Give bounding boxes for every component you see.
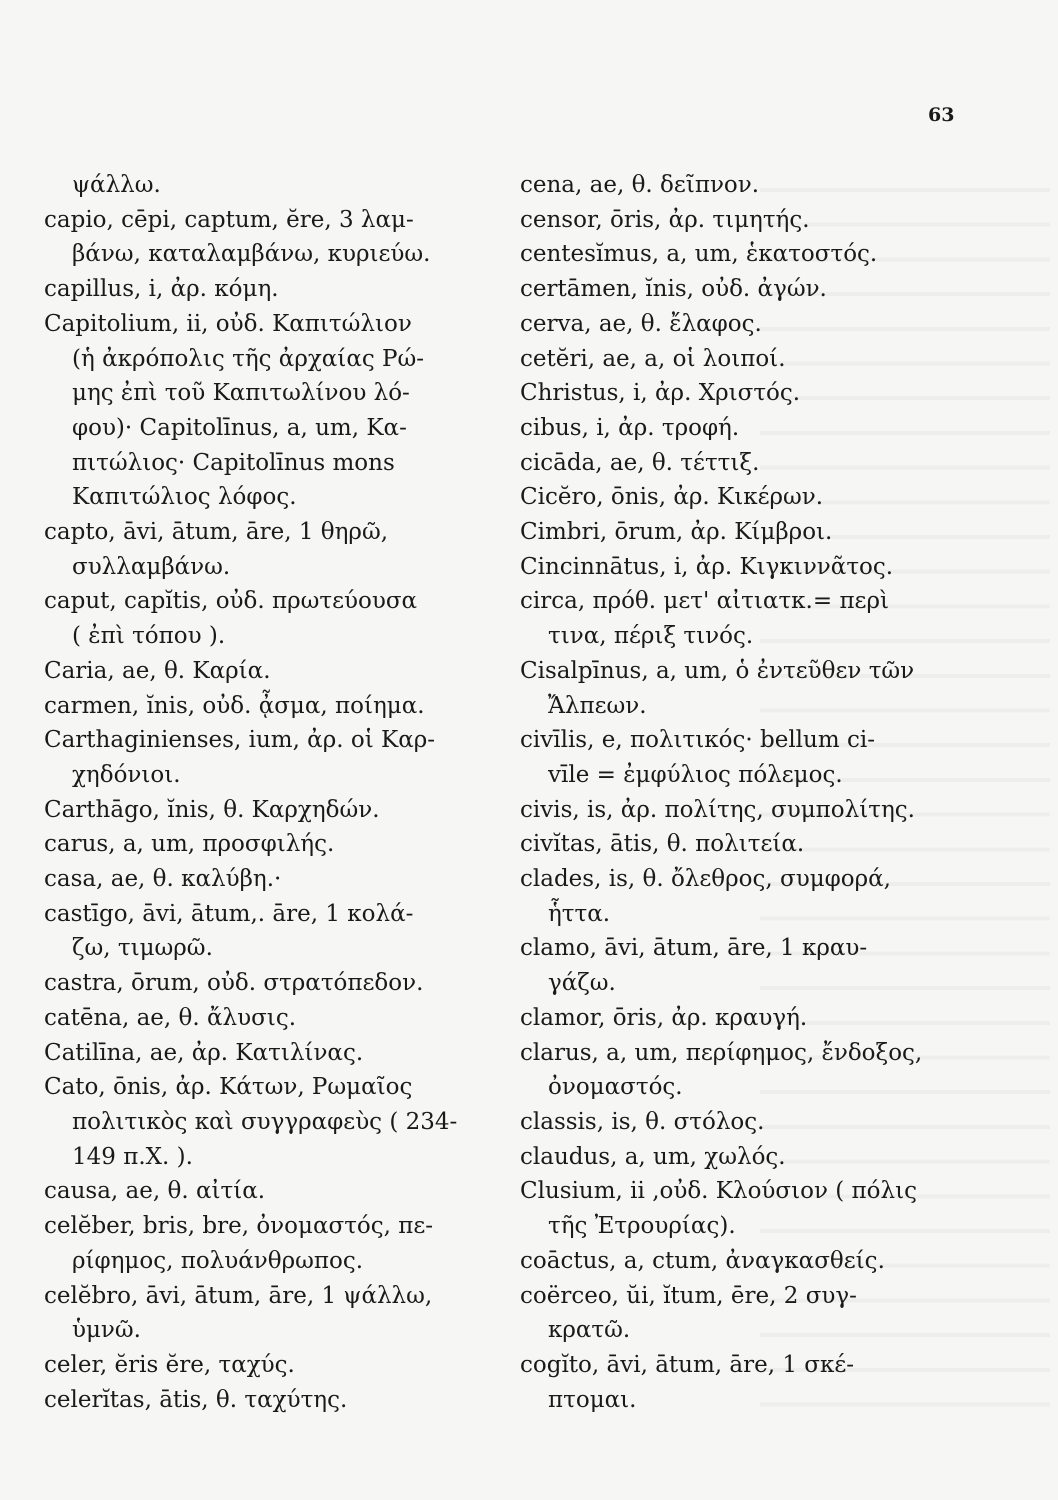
dictionary-line: capto, āvi, ātum, āre, 1 θηρῶ, (44, 519, 389, 546)
dictionary-line: Clusium, ii ,οὐδ. Κλούσιον ( πόλις (520, 1178, 917, 1205)
dictionary-line: civĭtas, ātis, θ. πολιτεία. (520, 831, 805, 858)
dictionary-line: χηδόνιοι. (72, 761, 181, 788)
dictionary-line: centesĭmus, a, um, ἑκατοστός. (520, 241, 878, 268)
dictionary-line: caput, capĭtis, οὐδ. πρωτεύουσα (44, 588, 418, 615)
left-column (44, 168, 514, 1417)
dictionary-line: 149 π.Χ. ). (72, 1143, 193, 1170)
dictionary-line: castra, ōrum, οὐδ. στρατόπεδον. (44, 970, 424, 997)
dictionary-line: ὀνομαστός. (548, 1074, 683, 1101)
dictionary-line: clamo, āvi, ātum, āre, 1 κραυ- (520, 935, 868, 962)
dictionary-line: civis, is, ἀρ. πολίτης, συμπολίτης. (520, 796, 915, 823)
dictionary-line: συλλαμβάνω. (72, 553, 231, 580)
dictionary-line: Cimbri, ōrum, ἀρ. Κίμβροι. (520, 519, 833, 546)
dictionary-line: clamor, ōris, ἀρ. κραυγή. (520, 1004, 808, 1031)
dictionary-line: βάνω, καταλαμβάνω, κυριεύω. (72, 241, 431, 268)
dictionary-line: carmen, ĭnis, οὐδ. ᾆσμα, ποίημα. (44, 692, 425, 719)
dictionary-line: ἧττα. (548, 900, 611, 927)
dictionary-line: Cisalpīnus, a, um, ὁ ἐντεῦθεν τῶν (520, 657, 915, 684)
dictionary-line: certāmen, ĭnis, οὐδ. ἀγών. (520, 276, 827, 303)
dictionary-line: casa, ae, θ. καλύβη.· (44, 866, 282, 893)
dictionary-line: capillus, i, ἀρ. κόμη. (44, 276, 279, 303)
dictionary-line: censor, ōris, ἀρ. τιμητής. (520, 206, 810, 233)
dictionary-line: claudus, a, um, χωλός. (520, 1143, 786, 1170)
dictionary-line: clades, is, θ. ὄλεθρος, συμφορά, (520, 866, 891, 893)
dictionary-line: ὑμνῶ. (72, 1317, 141, 1344)
dictionary-line: Carthaginienses, ium, ἀρ. οἱ Καρ- (44, 727, 436, 754)
dictionary-line: Caria, ae, θ. Καρία. (44, 657, 271, 684)
dictionary-line: carus, a, um, προσφιλής. (44, 831, 335, 858)
dictionary-line: coāctus, a, ctum, ἀναγκασθείς. (520, 1247, 885, 1274)
dictionary-line: γάζω. (548, 970, 616, 997)
dictionary-line: μης ἐπὶ τοῦ Καπιτωλίνου λό- (72, 380, 410, 407)
right-column (520, 168, 960, 1417)
dictionary-line: cena, ae, θ. δεῖπνον. (520, 172, 760, 198)
dictionary-line: celĕbro, āvi, ātum, āre, 1 ψάλλω, (44, 1282, 433, 1309)
dictionary-line: coërceo, ŭi, ĭtum, ēre, 2 συγ- (520, 1282, 857, 1309)
dictionary-line: cicāda, ae, θ. τέττιξ. (520, 449, 760, 476)
dictionary-line: ζω, τιμωρῶ. (72, 935, 213, 962)
dictionary-line: (ἡ ἀκρόπολις τῆς ἀρχαίας Ρώ- (72, 345, 425, 372)
dictionary-line: cerva, ae, θ. ἔλαφος. (520, 310, 762, 337)
dictionary-line: Cicĕro, ōnis, ἀρ. Κικέρων. (520, 484, 824, 511)
dictionary-line: Catilīna, ae, ἀρ. Κατιλίνας. (44, 1039, 364, 1066)
dictionary-line: civīlis, e, πολιτικός· bellum ci- (520, 727, 875, 754)
dictionary-line: celer, ĕris ĕre, ταχύς. (44, 1351, 295, 1378)
dictionary-line: κρατῶ. (548, 1317, 631, 1344)
dictionary-line: catēna, ae, θ. ἄλυσις. (44, 1004, 297, 1031)
dictionary-line: ψάλλω. (72, 172, 161, 198)
dictionary-line: τῆς Ἐτρουρίας). (548, 1213, 736, 1240)
dictionary-line: circa, πρόθ. μετ' αἰτιατκ.= περὶ (520, 588, 890, 615)
dictionary-line: Καπιτώλιος λόφος. (72, 484, 297, 511)
dictionary-line: Cato, ōnis, ἀρ. Κάτων, Ρωμαῖος (44, 1074, 413, 1101)
dictionary-line: ( ἐπὶ τόπου ). (72, 623, 226, 650)
dictionary-line: πτομαι. (548, 1386, 637, 1413)
dictionary-line: Cincinnātus, i, ἀρ. Κιγκιννᾶτος. (520, 553, 894, 580)
dictionary-line: celĕber, bris, bre, ὀνομαστός, πε- (44, 1213, 434, 1240)
dictionary-line: cetĕri, ae, a, οἱ λοιποί. (520, 345, 786, 372)
dictionary-line: castīgo, āvi, ātum,. āre, 1 κολά- (44, 900, 414, 927)
dictionary-line: capio, cēpi, captum, ĕre, 3 λαμ- (44, 206, 414, 233)
dictionary-line: Carthāgo, ĭnis, θ. Καρχηδών. (44, 796, 380, 823)
dictionary-line: πολιτικὸς καὶ συγγραφεὺς ( 234- (72, 1108, 458, 1135)
dictionary-line: τινα, πέριξ τινός. (548, 623, 754, 650)
dictionary-line: Capitolium, ii, οὐδ. Καπιτώλιον (44, 310, 412, 337)
dictionary-line: cibus, i, ἀρ. τροφή. (520, 414, 740, 441)
dictionary-line: φου)· Capitolīnus, a, um, Κα- (72, 414, 407, 441)
page-number: 63 (928, 104, 955, 126)
dictionary-line: classis, is, θ. στόλος. (520, 1108, 765, 1135)
dictionary-line: πιτώλιος· Capitolīnus mons (72, 449, 395, 476)
dictionary-line: vīle = ἐμφύλιος πόλεμος. (548, 761, 843, 788)
dictionary-line: clarus, a, um, περίφημος, ἔνδοξος, (520, 1039, 923, 1066)
dictionary-line: Christus, i, ἀρ. Χριστός. (520, 380, 801, 407)
dictionary-line: cogĭto, āvi, ātum, āre, 1 σκέ- (520, 1351, 855, 1378)
dictionary-line: celerĭtas, ātis, θ. ταχύτης. (44, 1386, 348, 1413)
dictionary-line: ρίφημος, πολυάνθρωπος. (72, 1247, 364, 1274)
dictionary-line: Ἄλπεων. (548, 692, 647, 719)
dictionary-line: causa, ae, θ. αἰτία. (44, 1178, 266, 1205)
